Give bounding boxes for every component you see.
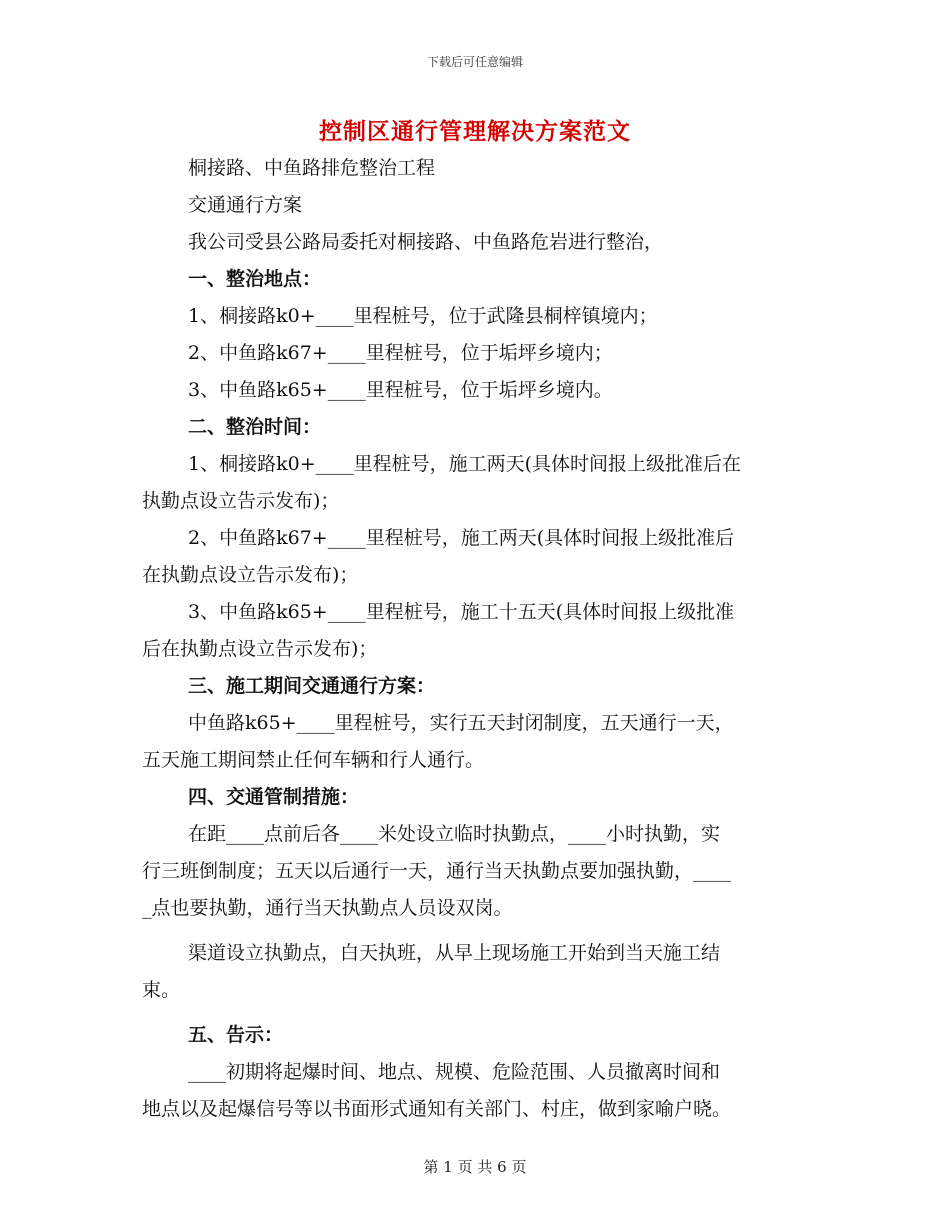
document-body xyxy=(142,150,810,1128)
page-number: 第 1 页 共 6 页 xyxy=(423,1158,527,1176)
notice-line-1: ____初期将起爆时间、地点、规模、危险范围、人员撤离时间和 xyxy=(188,1061,721,1083)
plan-subtitle: 交通通行方案 xyxy=(188,194,303,216)
location-item-2: 2、中鱼路k67+____里程桩号，位于垢坪乡境内； xyxy=(188,342,613,364)
time-item-3-line-2: 后在执勤点设立告示发布)； xyxy=(142,638,378,660)
download-note: 下载后可任意编辑 xyxy=(426,55,523,69)
duty-point-line-1: 渠道设立执勤点，白天执班，从早上现场施工开始到当天施工结 xyxy=(188,942,721,964)
time-item-2-line-2: 在执勤点设立告示发布)； xyxy=(142,564,359,586)
section-heading-5: 五、告示： xyxy=(188,1024,284,1046)
section-heading-4: 四、交通管制措施： xyxy=(188,786,360,808)
traffic-plan-line-2: 五天施工期间禁止任何车辆和行人通行。 xyxy=(142,749,485,771)
duty-point-line-2: 束。 xyxy=(142,979,181,1001)
document-title: 控制区通行管理解决方案范文 xyxy=(319,118,631,145)
control-measure-line-1: 在距____点前后各____米处设立临时执勤点，____小时执勤，实 xyxy=(188,823,721,845)
time-item-2-line-1: 2、中鱼路k67+____里程桩号，施工两天(具体时间报上级批准后 xyxy=(188,527,735,549)
location-item-1: 1、桐接路k0+____里程桩号，位于武隆县桐梓镇境内； xyxy=(188,305,658,327)
notice-line-2: 地点以及起爆信号等以书面形式通知有关部门、村庄，做到家喻户晓。 xyxy=(142,1098,732,1120)
time-item-3-line-1: 3、中鱼路k65+____里程桩号，施工十五天(具体时间报上级批准 xyxy=(188,601,735,623)
location-item-3: 3、中鱼路k65+____里程桩号，位于垢坪乡境内。 xyxy=(188,379,613,401)
time-item-1-line-2: 执勤点设立告示发布)； xyxy=(142,490,340,512)
control-measure-line-2: 行三班倒制度；五天以后通行一天，通行当天执勤点要加强执勤，____ xyxy=(142,860,732,882)
time-item-1-line-1: 1、桐接路k0+____里程桩号，施工两天(具体时间报上级批准后在 xyxy=(188,453,742,475)
section-heading-1: 一、整治地点： xyxy=(188,268,322,290)
project-name: 桐接路、中鱼路排危整治工程 xyxy=(188,157,436,179)
control-measure-line-3: _点也要执勤，通行当天执勤点人员设双岗。 xyxy=(142,897,513,919)
traffic-plan-line-1: 中鱼路k65+____里程桩号，实行五天封闭制度，五天通行一天， xyxy=(188,712,734,734)
section-heading-2: 二、整治时间： xyxy=(188,416,322,438)
section-heading-3: 三、施工期间交通通行方案： xyxy=(188,675,436,697)
intro-paragraph: 我公司受县公路局委托对桐接路、中鱼路危岩进行整治， xyxy=(188,231,664,253)
